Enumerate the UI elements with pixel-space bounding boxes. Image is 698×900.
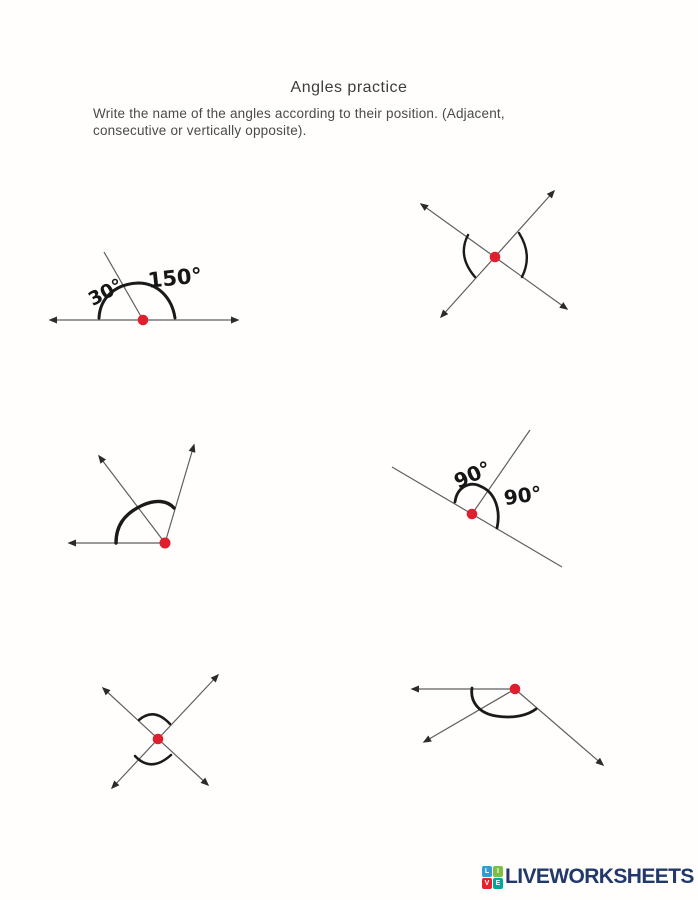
logo-tile-i: I xyxy=(493,866,503,877)
liveworksheets-logo xyxy=(482,863,694,891)
angle-label-30: 30° xyxy=(84,274,127,311)
angle-label-90-lower: 90° xyxy=(502,480,544,511)
instructions-line-2: consecutive or vertically opposite). xyxy=(93,122,307,138)
vertex-dot xyxy=(490,252,501,263)
bottom-angle-arc xyxy=(135,755,171,764)
steep-ray xyxy=(165,445,194,543)
logo-wordmark: LIVEWORKSHEETS xyxy=(505,865,694,888)
top-angle-arc xyxy=(139,714,170,724)
logo-tiles-icon xyxy=(482,866,503,889)
angle-arc xyxy=(472,688,536,717)
instructions xyxy=(93,106,593,139)
vertex-dot xyxy=(160,538,171,549)
logo-tile-e: E xyxy=(493,878,503,889)
diagram-perpendicular-90-90 xyxy=(385,425,570,575)
line-up-right xyxy=(112,675,218,788)
logo-tile-l: L xyxy=(482,866,492,877)
angle-label-150: 150° xyxy=(146,263,204,293)
logo-tile-v: V xyxy=(482,878,492,889)
page-title: Angles practice xyxy=(290,79,408,96)
vertex-dot xyxy=(153,734,164,745)
diagram-consecutive-rays xyxy=(55,435,210,560)
angle-arc xyxy=(116,501,174,543)
vertex-dot xyxy=(138,315,149,326)
upper-left-ray xyxy=(99,456,165,543)
down-right-ray xyxy=(515,689,603,765)
diagram-consecutive-fan xyxy=(400,665,615,780)
right-angle-arc xyxy=(519,233,527,277)
vertex-dot xyxy=(467,509,478,520)
vertex-dot xyxy=(510,684,521,695)
diagram-vertical-top-bottom xyxy=(75,660,235,800)
angle-label-90-upper: 90° xyxy=(450,455,495,494)
instructions-line-1: Write the name of the angles according to their position. (Adjacent, xyxy=(93,106,505,121)
diagram-adjacent-30-150 xyxy=(40,240,250,335)
diagram-vertical-left-right xyxy=(395,175,590,330)
